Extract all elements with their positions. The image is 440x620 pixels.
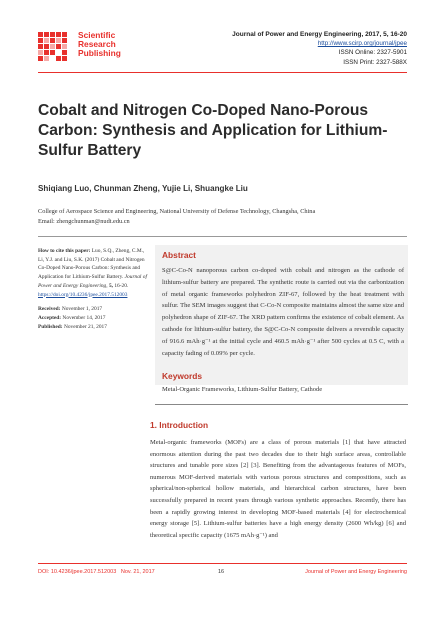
keywords-heading: Keywords xyxy=(162,371,203,381)
introduction-text: Metal-organic frameworks (MOFs) are a class of porous materials [1] that have attracted enormous attention during the past two decades due to their high surface areas, controllable structures and tunable pore sizes [2] [3]. Benefiting from the advantageous features of MOFs, numerous MOF-derived materials with various porous structures and compositions, such as spherical/non-spherical hollow materials, and hierarchical carbon structures, have been successfully prepared in recent years through various synthetic approaches. Recently, there has been a rapidly growing interest in developing MOF-based materials [4] for electrochemical energy storage [5]. Lithium-sulfur batteries have a high energy density (2600 Wh/kg) [6] and theoretical specific capacity (1675 mAh·g⁻¹) and xyxy=(150,439,406,539)
footer-divider xyxy=(38,563,407,564)
publisher-name xyxy=(78,31,121,59)
issn-online: ISSN Online: 2327-5901 xyxy=(338,49,407,57)
accepted-label: Accepted: xyxy=(38,314,62,321)
page-number: 16 xyxy=(218,569,225,575)
footer-doi-date xyxy=(38,569,155,575)
dates-block xyxy=(38,305,148,331)
cite-volume: 5, xyxy=(108,282,113,289)
journal-citation: Journal of Power and Energy Engineering, 2017, 5, 16-20 xyxy=(232,31,407,38)
cite-block xyxy=(38,247,148,299)
cite-label: How to cite this paper: xyxy=(38,248,91,254)
publisher-line-3: Publishing xyxy=(78,48,121,59)
accepted-row xyxy=(38,314,148,323)
footer-journal: Journal of Power and Energy Engineering xyxy=(305,569,407,575)
contact-email[interactable]: Email: zhengchunman@nudt.edu.cn xyxy=(38,218,130,225)
published-date: November 21, 2017 xyxy=(63,323,107,330)
received-date: November 1, 2017 xyxy=(61,306,103,313)
journal-info xyxy=(232,30,407,67)
citation-sidebar xyxy=(38,247,148,331)
accepted-date: November 14, 2017 xyxy=(62,314,106,321)
published-label: Published: xyxy=(38,323,63,330)
keywords-divider xyxy=(155,404,408,405)
keywords-text: Metal-Organic Frameworks, Lithium-Sulfur Battery, Cathode xyxy=(162,386,323,393)
header-divider xyxy=(38,72,407,73)
affiliation: College of Aerospace Science and Engineering, National University of Defense Technology, Changsha, China xyxy=(38,208,316,215)
abstract-heading: Abstract xyxy=(162,250,196,260)
publisher-line-1: Scientific xyxy=(78,30,116,40)
footer-date: Nov. 21, 2017 xyxy=(120,569,155,575)
received-row xyxy=(38,305,148,314)
published-row xyxy=(38,323,148,332)
cite-text: Luo, S.Q., Zheng, C.M., Li, Y.J. and Liu, S.K. (2017) Cobalt and Nitrogen Co-Doped Nano-Porous Carbon: Synthesis and Application for Lithium-Sulfur Battery. xyxy=(38,248,145,281)
article-authors: Shiqiang Luo, Chunman Zheng, Yujie Li, Shuangke Liu xyxy=(38,184,248,193)
cite-journal: Journal of Power and Energy Engineering, xyxy=(38,274,147,289)
journal-url-link[interactable]: http://www.scirp.org/journal/jpee xyxy=(317,40,407,48)
footer-doi: DOI: 10.4236/jpee.2017.512003 xyxy=(38,569,117,575)
doi-link[interactable]: https://doi.org/10.4236/jpee.2017.512003 xyxy=(38,291,128,298)
section-divider xyxy=(38,236,407,237)
abstract-text: S@C-Co-N nanoporous carbon co-doped with cobalt and nitrogen as the cathode of lithium-sulfur battery are prepared. The synthetic route is carried out via the carbonization of metal organic frameworks polyhedron ZIF-67, followed by the heat treatment with sulfur. The SEM images suggest that C-Co-N composite maintains almost the same size and polyhedron shape of ZIF-67. The XRD pattern confirms the existence of cobalt element. As cathode for lithium-sulfur battery, the S@C-Co-N composite delivers a reversible capacity of 916.6 mAh·g⁻¹ at the initial cycle and 460.5 mAh·g⁻¹ after 500 cycles at 0.5 C, with a capacity fading of 0.09% per cycle. xyxy=(162,267,404,357)
received-label: Received: xyxy=(38,306,61,313)
affiliation-block xyxy=(38,207,315,227)
introduction-heading: 1. Introduction xyxy=(150,420,209,430)
article-title: Cobalt and Nitrogen Co-Doped Nano-Porous Carbon: Synthesis and Application for Lithium-Sulfur Battery xyxy=(38,102,388,159)
cite-pages: 16-20. xyxy=(114,282,129,289)
issn-print: ISSN Print: 2327-588X xyxy=(343,58,407,66)
publisher-line-2: Research xyxy=(78,39,116,50)
